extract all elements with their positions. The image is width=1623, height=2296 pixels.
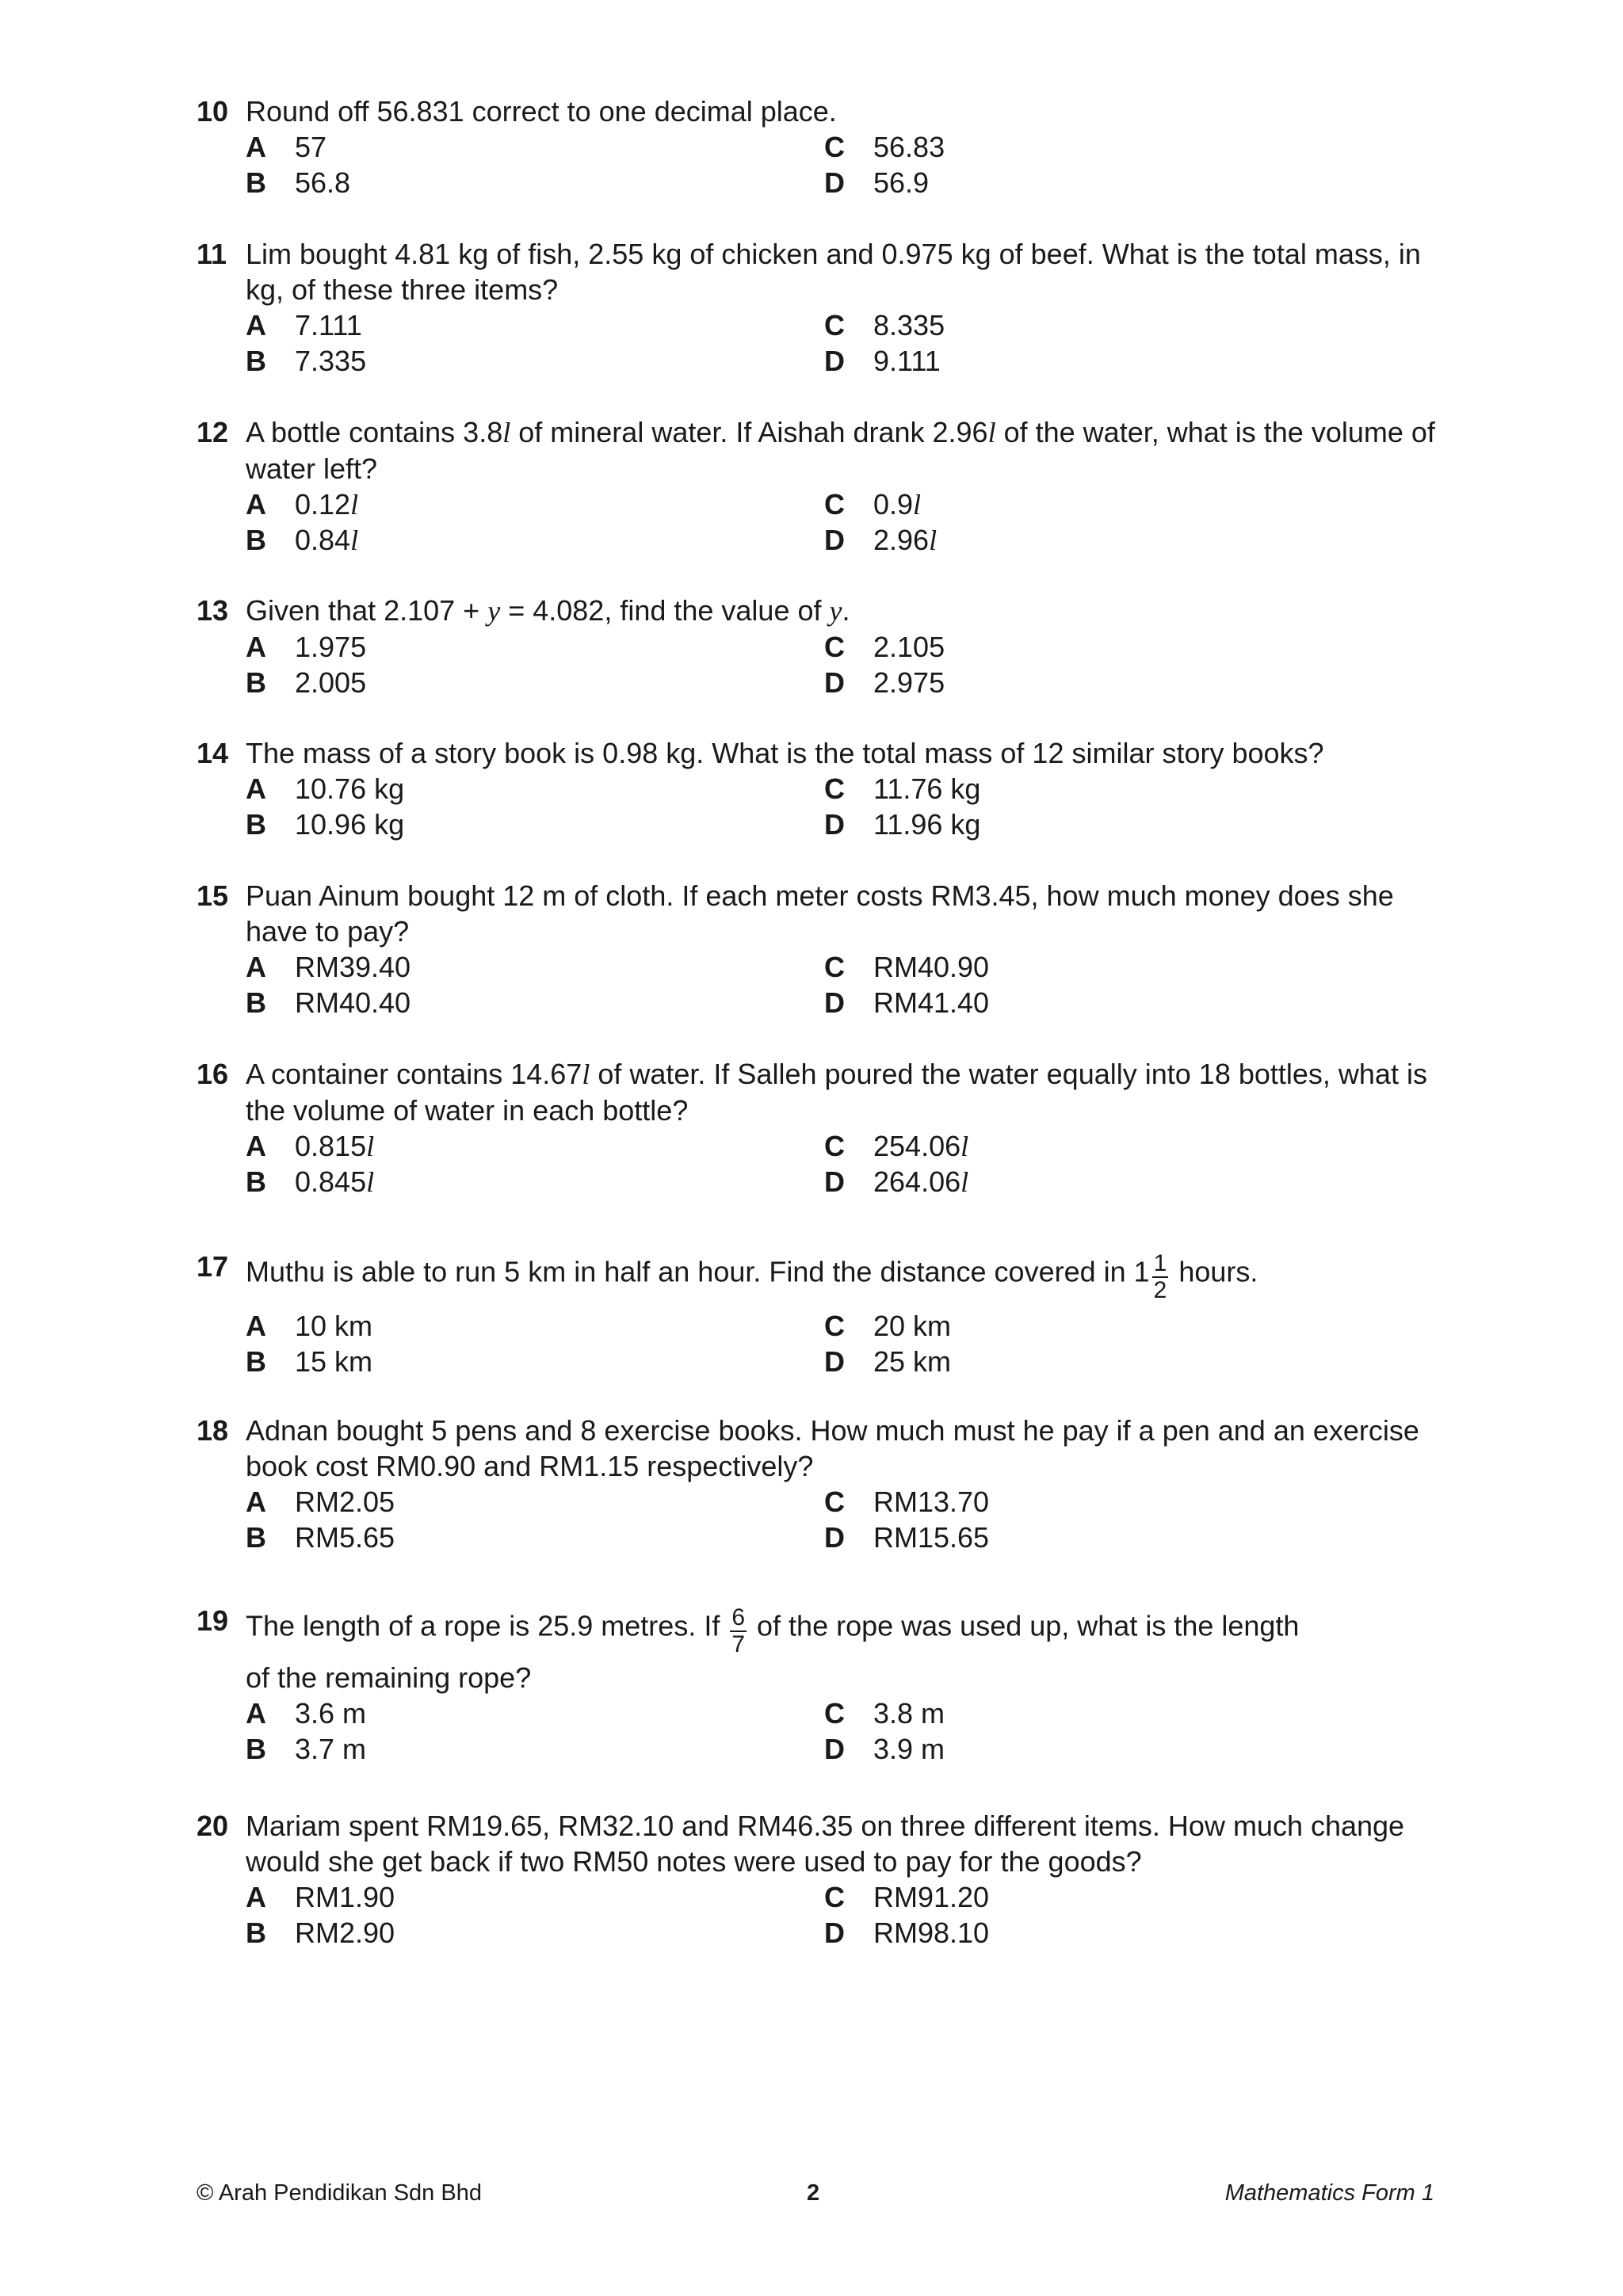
option-c: C 2.105 [824, 631, 945, 663]
option-c: C 20 km [824, 1310, 952, 1342]
option-c-text: 254.06 [873, 1130, 961, 1162]
option-d: D RM15.65 [824, 1521, 990, 1554]
question-number: 16 [197, 1058, 229, 1090]
option-a: A 0.815l [246, 1130, 375, 1162]
option-b: B 0.845l [246, 1165, 375, 1198]
option-c: C RM91.20 [824, 1881, 990, 1913]
question-16 [197, 1056, 1465, 1199]
question-number: 10 [197, 95, 229, 128]
option-d-text: 11.96 kg [873, 808, 981, 841]
question-17 [197, 1244, 1465, 1379]
question-text: Adnan bought 5 pens and 8 exercise books. How much must he pay if a pen and an exercise book cost RM0.90 and RM1.15 respectively? [246, 1414, 1419, 1482]
question-text: The mass of a story book is 0.98 kg. What is the total mass of 12 similar story books? [246, 737, 1324, 769]
option-b-text: 15 km [295, 1345, 373, 1378]
answer-options [246, 129, 1465, 200]
option-c-text: 3.8 m [873, 1697, 945, 1730]
footer-publisher: © Arah Pendidikan Sdn Bhd [197, 2180, 482, 2206]
option-d: D 2.96l [824, 524, 938, 556]
option-b: B 15 km [246, 1345, 373, 1378]
answer-options [246, 771, 1465, 842]
option-b: B 3.7 m [246, 1733, 367, 1765]
option-c-text: 20 km [873, 1310, 952, 1342]
answer-options [246, 1308, 1465, 1379]
question-number: 18 [197, 1414, 229, 1447]
option-b: B RM2.90 [246, 1917, 395, 1949]
option-a-text: 10 km [295, 1310, 373, 1342]
answer-options [246, 949, 1465, 1020]
question-text: Given that 2.107 + y = 4.082, find the value of y. [246, 594, 850, 627]
option-d: D RM98.10 [824, 1917, 990, 1949]
option-b-text: 56.8 [295, 166, 351, 199]
option-c-text: RM13.70 [873, 1486, 990, 1518]
option-d: D 9.111 [824, 345, 941, 377]
question-number: 11 [197, 238, 227, 270]
option-d: D 11.96 kg [824, 808, 981, 841]
question-15 [197, 878, 1465, 1020]
option-a: A 3.6 m [246, 1697, 367, 1730]
option-d: D 3.9 m [824, 1733, 945, 1765]
option-d: D RM41.40 [824, 986, 990, 1019]
option-c-text: 11.76 kg [873, 772, 981, 805]
option-c-text: 2.105 [873, 631, 945, 663]
option-b-text: 7.335 [295, 345, 367, 377]
option-d-text: RM15.65 [873, 1521, 990, 1554]
option-d-text: 9.111 [873, 345, 941, 377]
option-a-text: 57 [295, 131, 327, 163]
question-number: 14 [197, 737, 229, 769]
option-a-text: RM1.90 [295, 1881, 395, 1913]
option-b: B RM5.65 [246, 1521, 395, 1554]
option-b: B RM40.40 [246, 986, 411, 1019]
option-a-text: 3.6 m [295, 1697, 367, 1730]
option-a: A 0.12l [246, 488, 359, 521]
answer-options [246, 1484, 1465, 1555]
option-c: C RM40.90 [824, 951, 990, 983]
option-c-text: RM40.90 [873, 951, 990, 983]
answer-options [246, 629, 1465, 700]
option-a-text: 0.12 [295, 488, 351, 521]
option-b: B 0.84l [246, 524, 359, 556]
question-number: 19 [197, 1604, 229, 1637]
answer-options [246, 1128, 1465, 1199]
answer-options [246, 1879, 1465, 1951]
option-a-text: 1.975 [295, 631, 367, 663]
option-d-text: 264.06 [873, 1165, 961, 1198]
answer-options [246, 486, 1465, 558]
mixed-fraction: $\frac{1}{2}$ [1153, 1250, 1167, 1303]
answer-options [246, 307, 1465, 379]
option-a-text: RM39.40 [295, 951, 411, 983]
option-b: B 10.96 kg [246, 808, 405, 841]
fraction: $\frac{6}{7}$ [731, 1604, 746, 1657]
option-c: C 11.76 kg [824, 772, 981, 805]
option-d-text: 56.9 [873, 166, 930, 199]
option-a-text: 0.815 [295, 1130, 367, 1162]
question-19 [197, 1596, 1465, 1767]
option-d: D 25 km [824, 1345, 952, 1378]
option-c: C 8.335 [824, 309, 945, 341]
option-a-text: RM2.05 [295, 1486, 395, 1518]
option-b-text: RM2.90 [295, 1917, 395, 1949]
option-a: A RM2.05 [246, 1486, 395, 1518]
question-text: Lim bought 4.81 kg of fish, 2.55 kg of chicken and 0.975 kg of beef. What is the total mass, in kg, of these three items? [246, 238, 1421, 306]
option-a-text: 10.76 kg [295, 772, 405, 805]
question-number: 20 [197, 1810, 229, 1842]
question-12 [197, 414, 1465, 558]
question-13 [197, 593, 1465, 700]
question-text: Puan Ainum bought 12 m of cloth. If each meter costs RM3.45, how much money does she have to pay? [246, 879, 1394, 948]
option-a: A 10 km [246, 1310, 373, 1342]
option-c-text: 56.83 [873, 131, 945, 163]
option-c: C RM13.70 [824, 1486, 990, 1518]
footer-page-number: 2 [807, 2180, 820, 2206]
option-c: C 56.83 [824, 131, 945, 163]
option-b-text: 0.845 [295, 1165, 367, 1198]
question-11 [197, 236, 1465, 379]
option-c-text: 8.335 [873, 309, 945, 341]
question-number: 12 [197, 416, 229, 448]
option-d-text: 2.96 [873, 524, 930, 556]
question-text: A bottle contains 3.8l of mineral water. If Aishah drank 2.96l of the water, what is the volume of water left? [246, 416, 1435, 485]
question-18 [197, 1413, 1465, 1555]
option-c: C 0.9l [824, 488, 922, 521]
option-a-text: 7.111 [295, 309, 362, 341]
option-d: D 2.975 [824, 666, 945, 699]
question-10 [197, 93, 1465, 200]
option-b-text: RM5.65 [295, 1521, 395, 1554]
question-20 [197, 1808, 1465, 1951]
question-number: 15 [197, 879, 229, 912]
question-text: The length of a rope is 25.9 metres. If $\frac{6}{7}$ of the rope was used up, what is the length of the remaining rope? [246, 1604, 1300, 1694]
question-text: A container contains 14.67l of water. If Salleh poured the water equally into 18 bottles, what is the volume of water in each bottle? [246, 1058, 1427, 1127]
question-number: 17 [197, 1250, 229, 1283]
question-number: 13 [197, 594, 229, 627]
question-text: Muthu is able to run 5 km in half an hour. Find the distance covered in 1 $\frac{1}{2}$ hours. [246, 1250, 1258, 1303]
option-a: A 10.76 kg [246, 772, 405, 805]
option-b-text: 0.84 [295, 524, 351, 556]
option-b-text: 10.96 kg [295, 808, 405, 841]
option-b: B 56.8 [246, 166, 351, 199]
option-a: A RM1.90 [246, 1881, 395, 1913]
answer-options [246, 1695, 1465, 1767]
option-a: A 7.111 [246, 309, 362, 341]
option-b: B 2.005 [246, 666, 367, 699]
option-d: D 264.06l [824, 1165, 969, 1198]
option-d: D 56.9 [824, 166, 930, 199]
option-d-text: RM98.10 [873, 1917, 990, 1949]
option-b-text: RM40.40 [295, 986, 411, 1019]
option-b: B 7.335 [246, 345, 367, 377]
option-c-text: 0.9 [873, 488, 914, 521]
option-b-text: 2.005 [295, 666, 367, 699]
option-c: C 3.8 m [824, 1697, 945, 1730]
option-d-text: 2.975 [873, 666, 945, 699]
option-a: A RM39.40 [246, 951, 411, 983]
option-a: A 57 [246, 131, 327, 163]
option-d-text: RM41.40 [873, 986, 990, 1019]
option-a: A 1.975 [246, 631, 367, 663]
footer-book-title: Mathematics Form 1 [1224, 2180, 1434, 2206]
option-c: C 254.06l [824, 1130, 969, 1162]
question-14 [197, 735, 1465, 842]
option-d-text: 3.9 m [873, 1733, 945, 1765]
option-b-text: 3.7 m [295, 1733, 367, 1765]
question-text: Mariam spent RM19.65, RM32.10 and RM46.35 on three different items. How much change would she get back if two RM50 notes were used to pay for the goods? [246, 1810, 1405, 1878]
option-c-text: RM91.20 [873, 1881, 990, 1913]
question-text: Round off 56.831 correct to one decimal place. [246, 95, 837, 128]
option-d-text: 25 km [873, 1345, 952, 1378]
